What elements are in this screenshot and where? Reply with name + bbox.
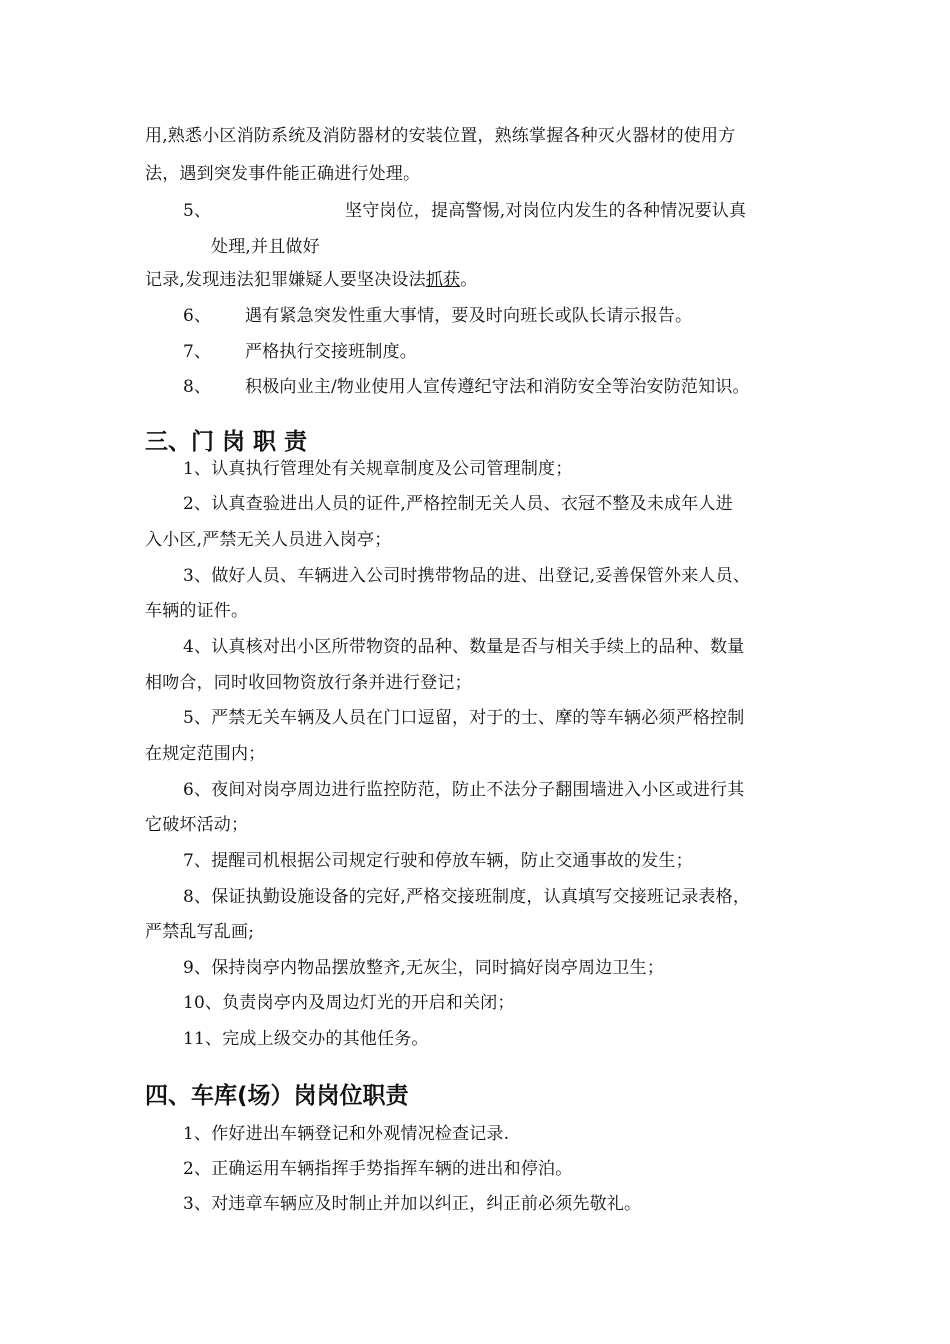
section-3-heading: 三、门 岗 职 责 [145,429,308,455]
s3-line: 11、完成上级交办的其他任务。 [183,1029,429,1049]
item-8-text: 积极向业主/物业使用人宣传遵纪守法和消防安全等治安防范知识。 [245,377,750,397]
s3-line: 9、保持岗亭内物品摆放整齐,无灰尘，同时搞好岗亭周边卫生； [183,958,665,978]
continuation-line-1: 用,熟悉小区消防系统及消防器材的安装位置，熟练掌握各种灭火器材的使用方 [145,126,736,146]
item-6-number: 6、 [183,306,212,326]
item-5-line-3-post: 。 [460,270,478,290]
s4-line: 2、正确运用车辆指挥手势指挥车辆的进出和停泊。 [183,1159,573,1179]
item-8-number: 8、 [183,377,212,397]
item-5-line-2: 处理,并且做好 [211,237,320,257]
s3-line: 1、认真执行管理处有关规章制度及公司管理制度； [183,459,573,479]
s3-line: 3、做好人员、车辆进入公司时携带物品的进、出登记,妥善保管外来人员、 [183,566,751,586]
item-5-line-3 [145,268,477,292]
s3-line: 5、严禁无关车辆及人员在门口逗留，对于的士、摩的等车辆必须严格控制 [183,708,745,728]
s3-line: 6、夜间对岗亭周边进行监控防范，防止不法分子翻围墙进入小区或进行其 [183,780,745,800]
item-7-number: 7、 [183,342,212,362]
item-5-underlined-word: 抓获 [425,270,461,290]
s3-line: 4、认真核对出小区所带物资的品种、数量是否与相关手续上的品种、数量 [183,637,745,657]
s3-line: 2、认真查验进出人员的证件,严格控制无关人员、衣冠不整及未成年人进 [183,494,733,514]
s4-line: 1、作好进出车辆登记和外观情况检查记录. [183,1124,510,1144]
item-5-line-3-pre: 记录,发现违法犯罪嫌疑人要坚决设法 [145,270,426,290]
section-4-heading: 四、车库(场）岗岗位职责 [145,1083,409,1109]
s3-line: 10、负责岗亭内及周边灯光的开启和关闭； [183,993,515,1013]
s4-line: 3、对违章车辆应及时制止并加以纠正，纠正前必须先敬礼。 [183,1194,642,1214]
s3-line: 在规定范围内； [145,744,266,764]
s3-line: 严禁乱写乱画; [145,922,255,942]
item-6-text: 遇有紧急突发性重大事情，要及时向班长或队长请示报告。 [245,306,693,326]
s3-line: 车辆的证件。 [145,601,249,621]
s3-line: 它破坏活动； [145,815,249,835]
item-5-line-1: 坚守岗位，提高警惕,对岗位内发生的各种情况要认真 [345,201,747,221]
item-7-text: 严格执行交接班制度。 [245,342,417,362]
item-5-number: 5、 [183,201,212,221]
s3-line: 7、提醒司机根据公司规定行驶和停放车辆，防止交通事故的发生； [183,851,693,871]
s3-line: 8、保证执勤设施设备的完好,严格交接班制度，认真填写交接班记录表格， [183,887,751,907]
continuation-line-2: 法，遇到突发事件能正确进行处理。 [145,164,421,184]
s3-line: 相吻合，同时收回物资放行条并进行登记； [145,673,472,693]
s3-line: 入小区,严禁无关人员进入岗亭； [145,530,392,550]
